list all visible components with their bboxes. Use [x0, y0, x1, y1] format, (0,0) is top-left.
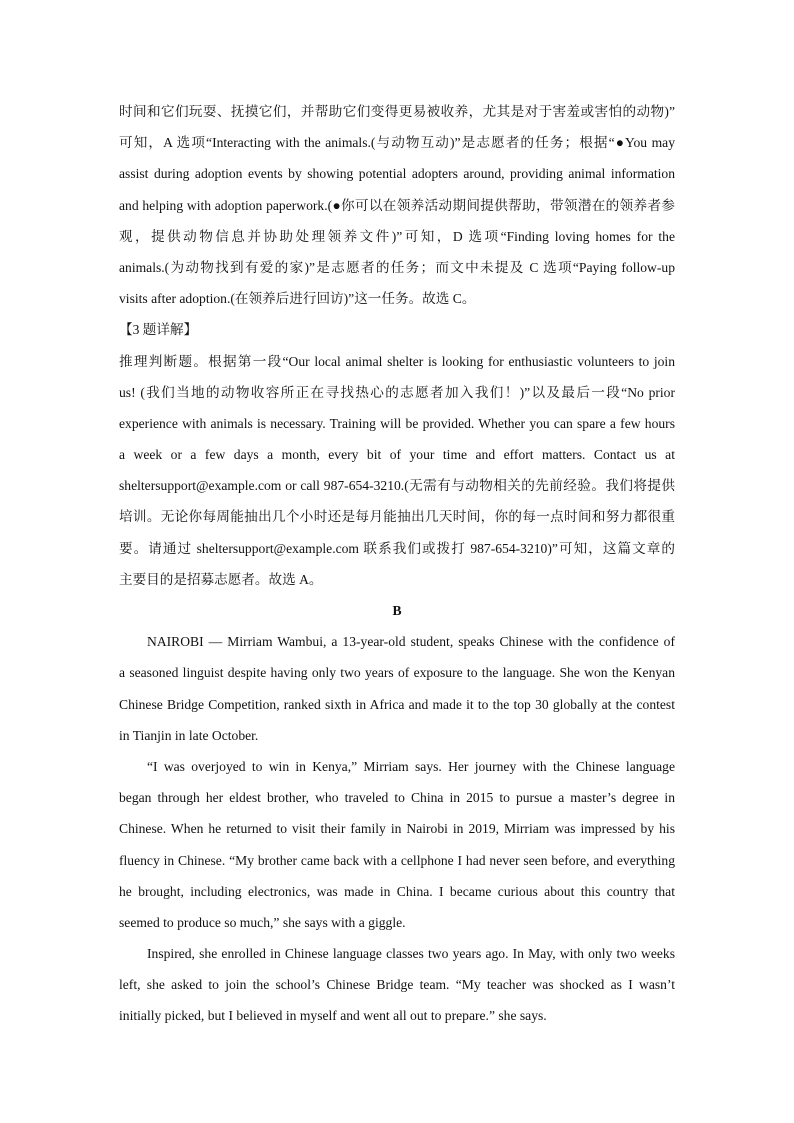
article-paragraph-3 — [119, 938, 675, 1032]
text-line: assist during adoption events by showing potential adopters around, providing animal information — [119, 166, 675, 182]
text-line: us! (我们当地的动物收容所正在寻找热心的志愿者加入我们！)”以及最后一段“No prior — [119, 384, 675, 400]
text-line: 可知，A 选项“Interacting with the animals.(与动物互动)”是志愿者的任务；根据“●You may — [119, 135, 675, 151]
text-line: experience with animals is necessary. Training will be provided. Whether you can spare a few hours — [119, 415, 675, 431]
section-label: B — [392, 603, 402, 618]
text-line: in Tianjin in late October. — [119, 727, 259, 743]
text-line: 时间和它们玩耍、抚摸它们，并帮助它们变得更易被收养，尤其是对于害羞或害怕的动物)” — [119, 104, 675, 119]
text-line: “I was overjoyed to win in Kenya,” Mirriam says. Her journey with the Chinese language — [147, 758, 675, 774]
text-line: 培训。无论你每周能抽出几个小时还是每月能抽出几天时间，你的每一点时间和努力都很重 — [119, 509, 675, 525]
text-line: a seasoned linguist despite having only two years of exposure to the language. She won the Kenyan — [119, 665, 675, 681]
question-3-heading: 【3 题详解】 — [119, 322, 198, 338]
text-line: 推理判断题。根据第一段“Our local animal shelter is looking for enthusiastic volunteers to join — [119, 353, 675, 369]
text-line: Chinese Bridge Competition, ranked sixth in Africa and made it to the top 30 globally at the contest — [119, 696, 675, 712]
text-line: initially picked, but I believed in myself and went all out to prepare.” she says. — [119, 1008, 547, 1024]
text-line: Inspired, she enrolled in Chinese language classes two years ago. In May, with only two weeks — [147, 946, 675, 962]
article-paragraph-2 — [119, 751, 675, 938]
text-line: 要。请通过 sheltersupport@example.com 联系我们或拨打 987-654-3210)”可知，这篇文章的 — [119, 540, 675, 556]
text-line: visits after adoption.(在领养后进行回访)”这一任务。故选 C。 — [119, 291, 476, 307]
text-line: fluency in Chinese. “My brother came back with a cellphone I had never seen before, and everything — [119, 852, 675, 868]
text-line: a week or a few days a month, every bit of your time and effort matters. Contact us at — [119, 447, 675, 463]
text-line: 主要目的是招募志愿者。故选 A。 — [119, 571, 323, 587]
article-paragraph-1 — [119, 626, 675, 751]
text-line: animals.(为动物找到有爱的家)”是志愿者的任务；而文中未提及 C 选项“Paying follow-up — [119, 259, 675, 275]
answer-explanation-q2 — [119, 96, 675, 314]
text-line: he brought, including electronics, was made in China. I became curious about this country that — [119, 883, 675, 899]
answer-explanation-q3 — [119, 346, 675, 596]
text-line: 观，提供动物信息并协助处理领养文件)”可知，D 选项“Finding loving homes for the — [119, 228, 675, 244]
text-line: sheltersupport@example.com or call 987-654-3210.(无需有与动物相关的先前经验。我们将提供 — [119, 478, 675, 494]
text-line: seemed to produce so much,” she says with a giggle. — [119, 914, 406, 930]
document-page — [119, 96, 675, 1032]
text-line: left, she asked to join the school’s Chinese Bridge team. “My teacher was shocked as I wasn’t — [119, 977, 675, 993]
text-line: NAIROBI — Mirriam Wambui, a 13-year-old student, speaks Chinese with the confidence of — [147, 634, 675, 650]
text-line: and helping with adoption paperwork.(●你可以在领养活动期间提供帮助，带领潜在的领养者参 — [119, 197, 675, 213]
text-line: began through her eldest brother, who traveled to China in 2015 to pursue a master’s degree in — [119, 790, 675, 806]
text-line: Chinese. When he returned to visit their family in Nairobi in 2019, Mirriam was impressed by his — [119, 821, 675, 837]
